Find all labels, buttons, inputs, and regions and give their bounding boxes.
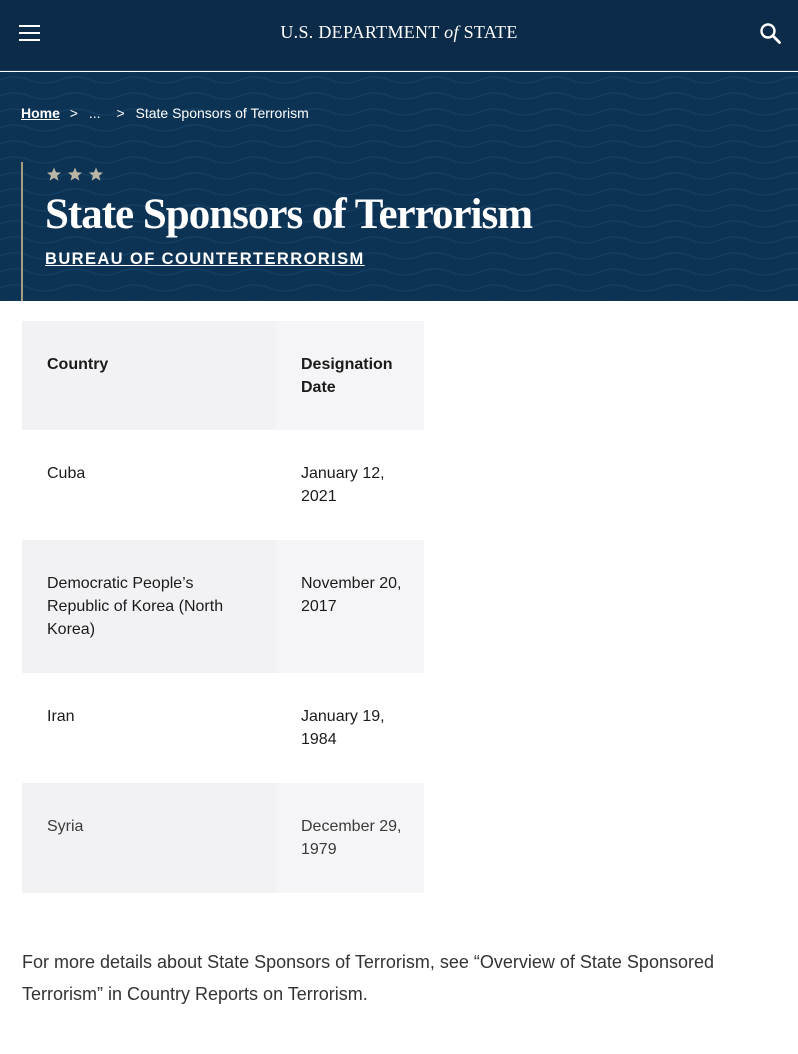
designation-date-cell: January 12, 2021 <box>301 465 385 505</box>
breadcrumb-separator: > <box>69 105 78 121</box>
breadcrumb <box>21 105 309 121</box>
department-wordmark[interactable] <box>0 22 798 43</box>
column-header-country: Country <box>22 321 276 430</box>
department-wordmark-of: of <box>444 22 459 42</box>
designation-date-cell: November 20, 2017 <box>276 540 424 673</box>
breadcrumb-current-page: State Sponsors of Terrorism <box>135 105 309 121</box>
country-cell: Syria <box>22 783 276 893</box>
breadcrumb-ellipsis[interactable]: ... <box>88 105 101 121</box>
top-navigation-bar <box>0 0 798 71</box>
designation-date-cell: January 19, 1984 <box>301 708 385 748</box>
table-header-row <box>22 321 424 430</box>
department-wordmark-prefix: U.S. DEPARTMENT <box>280 22 440 42</box>
breadcrumb-separator: > <box>116 105 125 121</box>
column-header-designation-date: Designation Date <box>276 321 424 430</box>
bureau-link[interactable]: BUREAU OF COUNTERTERRORISM <box>45 250 365 268</box>
breadcrumb-home-link[interactable]: Home <box>21 105 60 121</box>
table-row <box>22 783 424 893</box>
designation-date-cell: December 29, 1979 <box>276 783 424 893</box>
page-title: State Sponsors of Terrorism <box>45 191 533 238</box>
hero-banner <box>0 72 798 301</box>
table-row <box>22 540 424 673</box>
country-cell: Democratic People’s Republic of Korea (North Korea) <box>22 540 276 673</box>
state-sponsors-table <box>22 321 424 893</box>
table-row <box>22 673 424 783</box>
country-cell: Cuba <box>47 465 86 482</box>
search-icon[interactable] <box>757 20 785 48</box>
country-cell: Iran <box>47 708 75 725</box>
title-block <box>21 162 532 301</box>
table-row <box>22 430 424 540</box>
details-footnote: For more details about State Sponsors of Terrorism, see “Overview of State Sponsored Terrorism” in Country Reports on Terrorism. <box>22 952 714 1004</box>
department-wordmark-suffix: STATE <box>463 22 518 42</box>
three-stars-icon <box>45 166 532 184</box>
